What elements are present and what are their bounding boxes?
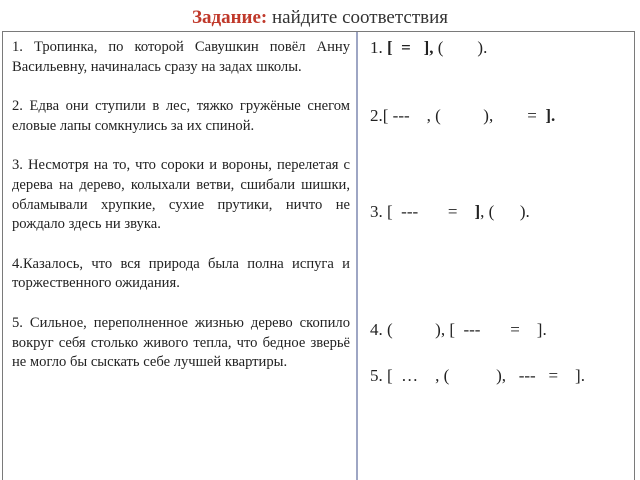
scheme-2: 2.[ --- , ( ), = ]. bbox=[370, 106, 556, 125]
sentence-2: 2. Едва они ступили в лес, тяжко гружёные снегом еловые лапы сомкнулись за их спиной. bbox=[12, 98, 350, 134]
schemes-column bbox=[358, 32, 634, 480]
sentence-1: 1. Тропинка, по которой Савушкин повёл Анну Васильевну, начиналась сразу на задах школы. bbox=[12, 39, 350, 75]
task-instruction: найдите соответствия bbox=[267, 7, 449, 28]
task-label: Задание: bbox=[191, 7, 268, 28]
scheme-1: 1. [ = ], ( ). bbox=[370, 38, 488, 57]
sentence-3: 3. Несмотря на то, что сороки и вороны, перелетая с дерева на дерево, колыхали ветви, сшибали шишки, обламывали хрупкие, сухие прутики, ничто не рождало здесь ни звука. bbox=[12, 157, 350, 233]
scheme-5: 5. [ … , ( ), --- = ]. bbox=[370, 366, 585, 385]
scheme-3: 3. [ --- = ], ( ). bbox=[370, 202, 530, 221]
sentence-5: 5. Сильное, переполненное жизнью дерево скопило вокруг себя столько живого тепла, что бедное зверьё не могло бы сыскать себе лучшей квартиры. bbox=[12, 314, 350, 371]
task-title bbox=[0, 6, 640, 30]
sentences-column bbox=[3, 32, 358, 480]
scheme-4: 4. ( ), [ --- = ]. bbox=[370, 320, 547, 339]
sentence-4: 4.Казалось, что вся природа была полна испуга и торжественного ожидания. bbox=[12, 255, 350, 292]
matching-table bbox=[2, 31, 635, 480]
